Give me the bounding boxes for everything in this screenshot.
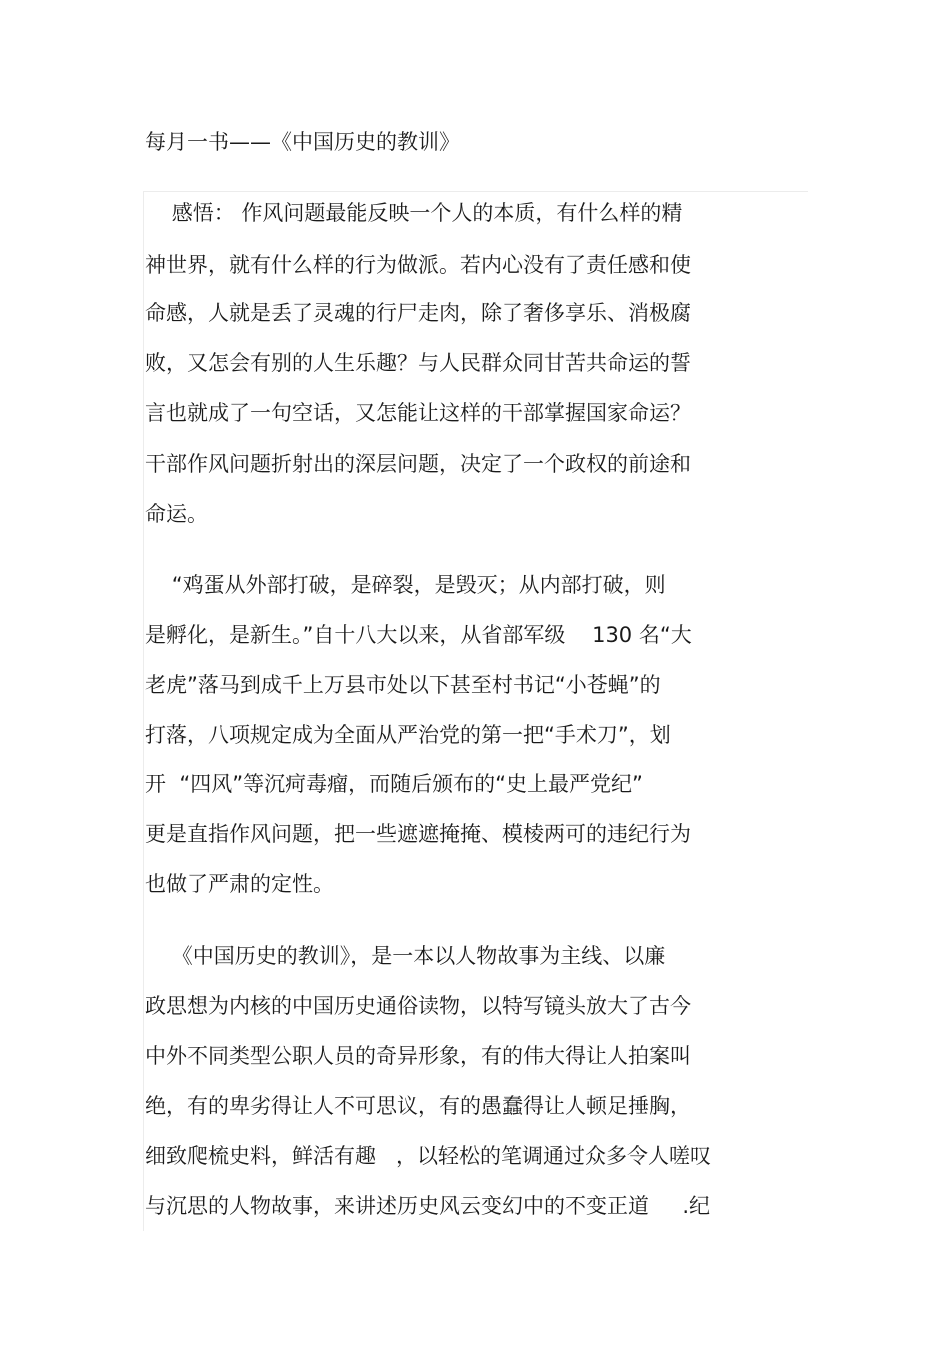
paragraph-1-line-3: 命感，人就是丢了灵魂的行尸走肉，除了奢侈享乐、消极腐 — [145, 301, 691, 325]
paragraph-3-line-5: 细致爬梳史料，鲜活有趣 ，以轻松的笔调通过众多令人嗟叹 — [145, 1144, 712, 1168]
paragraph-1-line-4: 败，又怎会有别的人生乐趣？与人民群众同甘苦共命运的誓 — [145, 351, 691, 375]
content-frame-top-border — [143, 191, 808, 192]
paragraph-2-line-1: “鸡蛋从外部打破，是碎裂，是毁灭；从内部打破，则 — [145, 573, 666, 597]
document-title: 每月一书——《中国历史的教训》 — [145, 130, 460, 154]
paragraph-3-line-1: 《中国历史的教训》，是一本以人物故事为主线、以廉 — [145, 944, 666, 968]
paragraph-2-line-3: 老虎”落马到成千上万县市处以下甚至村书记“小苍蝇”的 — [145, 673, 661, 697]
paragraph-2-line-6: 更是直指作风问题，把一些遮遮掩掩、模棱两可的违纪行为 — [145, 822, 691, 846]
paragraph-3-line-2: 政思想为内核的中国历史通俗读物，以特写镜头放大了古今 — [145, 994, 691, 1018]
paragraph-2-line-7: 也做了严肃的定性。 — [145, 872, 334, 896]
paragraph-3-line-3: 中外不同类型公职人员的奇异形象，有的伟大得让人拍案叫 — [145, 1044, 691, 1068]
paragraph-3-line-4: 绝，有的卑劣得让人不可思议，有的愚蠢得让人顿足捶胸， — [145, 1094, 691, 1118]
paragraph-1-line-1: 感悟： 作风问题最能反映一个人的本质，有什么样的精 — [145, 201, 683, 225]
content-frame-left-border — [143, 191, 144, 1231]
paragraph-1-line-2: 神世界，就有什么样的行为做派。若内心没有了责任感和使 — [145, 253, 691, 277]
paragraph-3-line-6: 与沉思的人物故事，来讲述历史风云变幻中的不变正道 .纪 — [145, 1194, 711, 1218]
paragraph-1-line-6: 干部作风问题折射出的深层问题，决定了一个政权的前途和 — [145, 452, 691, 476]
paragraph-1-line-7: 命运。 — [145, 502, 208, 526]
paragraph-2-line-5: 开 “四风”等沉疴毒瘤，而随后颁布的“史上最严党纪” — [145, 772, 643, 796]
paragraph-2-line-4: 打落，八项规定成为全面从严治党的第一把“手术刀”，划 — [145, 723, 671, 747]
paragraph-1-line-5: 言也就成了一句空话，又怎能让这样的干部掌握国家命运？ — [145, 401, 691, 425]
paragraph-2-line-2: 是孵化，是新生。”自十八大以来，从省部军级 130 名“大 — [145, 623, 692, 647]
